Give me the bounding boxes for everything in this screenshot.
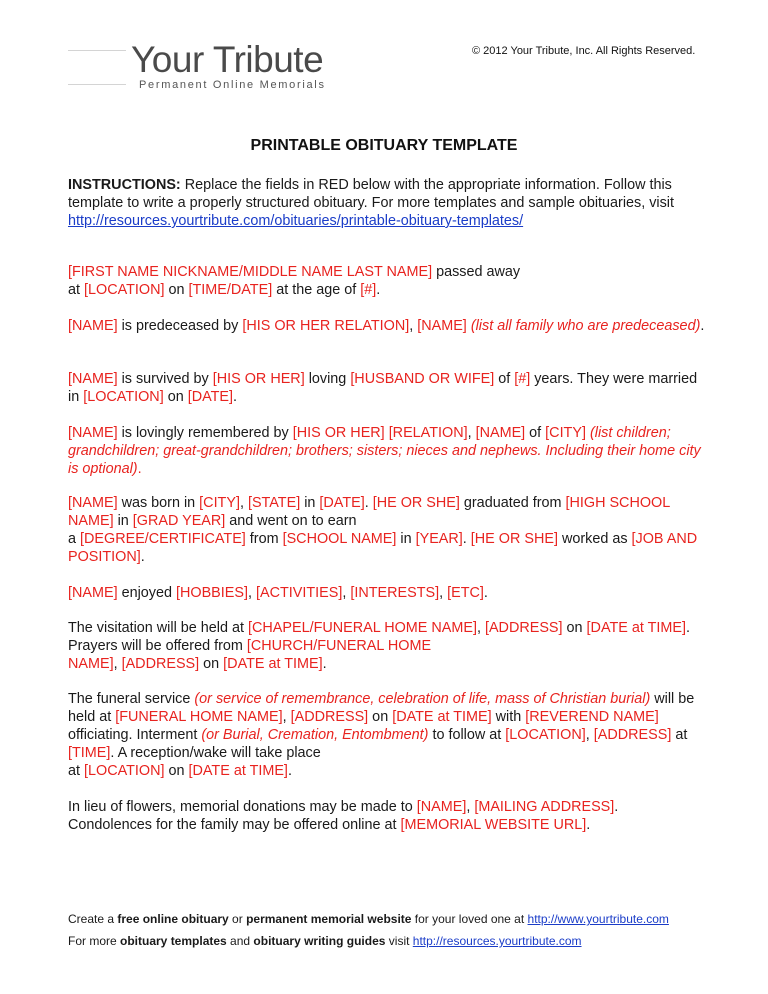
- placeholder-field: [LOCATION]: [83, 389, 164, 405]
- body-text-run: .: [322, 656, 327, 672]
- footer-text: and: [226, 934, 254, 948]
- placeholder-field: [NAME]: [68, 425, 118, 441]
- para-death-notice: [68, 263, 708, 299]
- placeholder-field: [TIME]: [68, 745, 111, 761]
- placeholder-field: [ADDRESS]: [593, 727, 672, 743]
- placeholder-field: [CITY]: [199, 495, 240, 511]
- body-text-run: with: [491, 709, 526, 725]
- body-text-run: ,: [476, 620, 485, 636]
- yourtribute-link[interactable]: http://www.yourtribute.com: [527, 912, 669, 926]
- body-text-run: ,: [342, 585, 351, 601]
- footer-emphasis: permanent memorial website: [246, 912, 412, 926]
- placeholder-field: [LOCATION]: [505, 727, 586, 743]
- placeholder-field: [NAME]: [68, 371, 118, 387]
- logo-title: Your Tribute: [131, 39, 324, 80]
- body-text-run: .: [700, 318, 705, 334]
- body-text-run: .: [140, 549, 145, 565]
- placeholder-field: [REVEREND NAME]: [525, 709, 659, 725]
- placeholder-field: [DATE]: [187, 389, 234, 405]
- para-predeceased: [68, 317, 708, 335]
- body-text-run: at the age of: [272, 282, 361, 298]
- placeholder-field: [NAME]: [68, 585, 118, 601]
- body-text-run: at: [68, 282, 84, 298]
- body-text-run: passed away: [432, 264, 521, 280]
- body-text-run: ,: [439, 585, 448, 601]
- placeholder-field: [TIME/DATE]: [188, 282, 273, 298]
- placeholder-field: [DATE at TIME]: [392, 709, 492, 725]
- placeholder-field: [HE OR SHE]: [470, 531, 558, 547]
- placeholder-field: [FUNERAL HOME NAME]: [115, 709, 283, 725]
- body-text-run: is predeceased by: [117, 318, 243, 334]
- body-text-run: ,: [247, 585, 256, 601]
- placeholder-field: [NAME]: [68, 318, 118, 334]
- placeholder-field: [ETC]: [447, 585, 484, 601]
- body-text-run: of: [525, 425, 546, 441]
- body-text-run: ,: [409, 318, 418, 334]
- placeholder-field: [ADDRESS]: [484, 620, 563, 636]
- body-text-run: at: [68, 763, 84, 779]
- body-text-run: at: [671, 727, 688, 743]
- placeholder-field: [MEMORIAL WEBSITE URL]: [400, 817, 587, 833]
- para-hobbies: [68, 584, 708, 602]
- body-text-run: on: [163, 389, 188, 405]
- footer-text: Create a: [68, 912, 118, 926]
- placeholder-field: [HIS OR HER]: [292, 425, 385, 441]
- placeholder-field: [DATE at TIME]: [223, 656, 323, 672]
- body-text-run: from: [245, 531, 283, 547]
- footer-line-2: [68, 934, 728, 949]
- placeholder-field: [ADDRESS]: [121, 656, 200, 672]
- para-funeral-service: [68, 690, 708, 780]
- placeholder-field: [INTERESTS]: [350, 585, 440, 601]
- placeholder-field: NAME]: [68, 656, 114, 672]
- placeholder-field: [ADDRESS]: [290, 709, 369, 725]
- body-text-run: and went on to earn: [225, 513, 357, 529]
- body-text-run: ,: [467, 425, 476, 441]
- templates-link[interactable]: http://resources.yourtribute.com/obituaries/printable-obituary-templates/: [68, 213, 524, 229]
- placeholder-note: (list all family who are predeceased): [470, 318, 701, 334]
- para-survived-by: [68, 370, 708, 406]
- placeholder-field: [NAME]: [417, 318, 467, 334]
- body-text-run: ,: [282, 709, 291, 725]
- placeholder-field: [ACTIVITIES]: [255, 585, 343, 601]
- footer-emphasis: obituary templates: [120, 934, 227, 948]
- placeholder-field: [JOB AND POSITION]: [68, 531, 698, 565]
- body-text-run: The funeral service: [68, 691, 195, 707]
- body-text-run: on: [199, 656, 224, 672]
- body-text-run: is lovingly remembered by: [117, 425, 293, 441]
- footer-text: For more: [68, 934, 121, 948]
- body-text-run: in: [113, 513, 133, 529]
- instructions-text: Replace the fields in RED below with the appropriate information. Follow this template to write a properly structured obituary. For more templates and sample obituaries, visit: [68, 177, 675, 211]
- para-visitation: [68, 619, 708, 673]
- placeholder-field: [DATE at TIME]: [188, 763, 288, 779]
- body-text-run: on: [562, 620, 587, 636]
- placeholder-field: [SCHOOL NAME]: [282, 531, 397, 547]
- body-text-run: in: [396, 531, 416, 547]
- body-text-run: ,: [239, 495, 248, 511]
- body-text-run: .: [287, 763, 292, 779]
- body-text-run: in: [300, 495, 320, 511]
- document-title: PRINTABLE OBITUARY TEMPLATE: [250, 137, 518, 154]
- placeholder-field: [NAME]: [416, 799, 467, 815]
- footer-emphasis: free online obituary: [117, 912, 229, 926]
- body-text-run: The visitation will be held at: [68, 620, 248, 636]
- placeholder-field: [CHURCH/FUNERAL HOME: [246, 638, 432, 654]
- body-text-run: .: [462, 531, 471, 547]
- footer-text: for your loved one at: [411, 912, 528, 926]
- placeholder-field: [STATE]: [247, 495, 301, 511]
- placeholder-field: [LOCATION]: [84, 763, 165, 779]
- body-text-run: ,: [466, 799, 475, 815]
- body-text-run: of: [494, 371, 515, 387]
- placeholder-field: [HIGH SCHOOL NAME]: [68, 495, 670, 529]
- footer-text: or: [228, 912, 247, 926]
- body-text-run: years. They were married in: [68, 371, 698, 405]
- body-text-run: In lieu of flowers, memorial donations may be made to: [68, 799, 417, 815]
- placeholder-field: [#]: [514, 371, 531, 387]
- placeholder-field: [GRAD YEAR]: [132, 513, 226, 529]
- placeholder-field: [HIS OR HER RELATION]: [242, 318, 410, 334]
- logo-rule-bottom: [68, 84, 126, 85]
- para-donations: [68, 798, 708, 834]
- body-text-run: ,: [113, 656, 122, 672]
- body-text-run: .: [614, 799, 619, 815]
- placeholder-field: [NAME]: [68, 495, 118, 511]
- body-text-run: .: [483, 585, 488, 601]
- para-remembered-by: [68, 424, 708, 478]
- placeholder-field: [RELATION]: [388, 425, 468, 441]
- placeholder-field: [CITY]: [545, 425, 586, 441]
- body-text-run: on: [164, 282, 189, 298]
- placeholder-field: [FIRST NAME NICKNAME/MIDDLE NAME LAST NAME]: [68, 264, 433, 280]
- body-text-run: . A reception/wake will take place: [110, 745, 321, 761]
- body-text-run: graduated from: [459, 495, 566, 511]
- body-text-run: .: [364, 495, 373, 511]
- placeholder-note: (list children; grandchildren; great-grandchildren; brothers; sisters; nieces and nephews. Including their home city is optional): [68, 425, 701, 477]
- placeholder-note: (or service of remembrance, celebration of life, mass of Christian burial): [194, 691, 651, 707]
- body-text-run: loving: [304, 371, 351, 387]
- body-text-run: to follow at: [428, 727, 506, 743]
- placeholder-field: [MAILING ADDRESS]: [474, 799, 615, 815]
- body-text-run: will be held at: [68, 691, 695, 725]
- placeholder-field: [#]: [360, 282, 377, 298]
- body-text-run: is survived by: [117, 371, 213, 387]
- instructions-label: INSTRUCTIONS:: [68, 177, 181, 193]
- placeholder-field: [DATE at TIME]: [586, 620, 686, 636]
- logo-rule-top: [68, 50, 126, 51]
- placeholder-field: [DEGREE/CERTIFICATE]: [80, 531, 246, 547]
- placeholder-field: [NAME]: [475, 425, 526, 441]
- footer-emphasis: obituary writing guides: [253, 934, 386, 948]
- body-text-run: on: [368, 709, 393, 725]
- placeholder-field: .: [137, 461, 142, 477]
- instructions-block: [68, 176, 708, 230]
- footer-text: visit: [385, 934, 413, 948]
- body-text-run: Condolences for the family may be offered online at: [68, 817, 401, 833]
- body-text-run: .: [376, 282, 381, 298]
- body-text-run: on: [164, 763, 189, 779]
- body-text-run: was born in: [117, 495, 200, 511]
- placeholder-field: [YEAR]: [415, 531, 463, 547]
- body-text-run: worked as: [557, 531, 632, 547]
- placeholder-field: [HIS OR HER]: [212, 371, 305, 387]
- footer-line-1: [68, 912, 728, 927]
- body-text-run: . Prayers will be offered from: [68, 620, 690, 654]
- placeholder-field: [LOCATION]: [84, 282, 165, 298]
- body-text-run: officiating. Interment: [68, 727, 202, 743]
- para-biography: [68, 494, 708, 566]
- resources-link[interactable]: http://resources.yourtribute.com: [412, 934, 582, 948]
- placeholder-field: [HE OR SHE]: [372, 495, 460, 511]
- placeholder-note: (or Burial, Cremation, Entombment): [201, 727, 429, 743]
- body-text-run: .: [586, 817, 591, 833]
- placeholder-field: [HUSBAND OR WIFE]: [350, 371, 495, 387]
- body-text-run: .: [233, 389, 238, 405]
- placeholder-field: [HOBBIES]: [175, 585, 248, 601]
- body-text-run: enjoyed: [117, 585, 176, 601]
- placeholder-field: [DATE]: [319, 495, 365, 511]
- body-text-run: ,: [585, 727, 594, 743]
- copyright-notice: © 2012 Your Tribute, Inc. All Rights Reserved.: [472, 45, 696, 57]
- placeholder-field: [CHAPEL/FUNERAL HOME NAME]: [247, 620, 477, 636]
- logo-tagline: Permanent Online Memorials: [139, 79, 326, 91]
- body-text-run: a: [68, 531, 81, 547]
